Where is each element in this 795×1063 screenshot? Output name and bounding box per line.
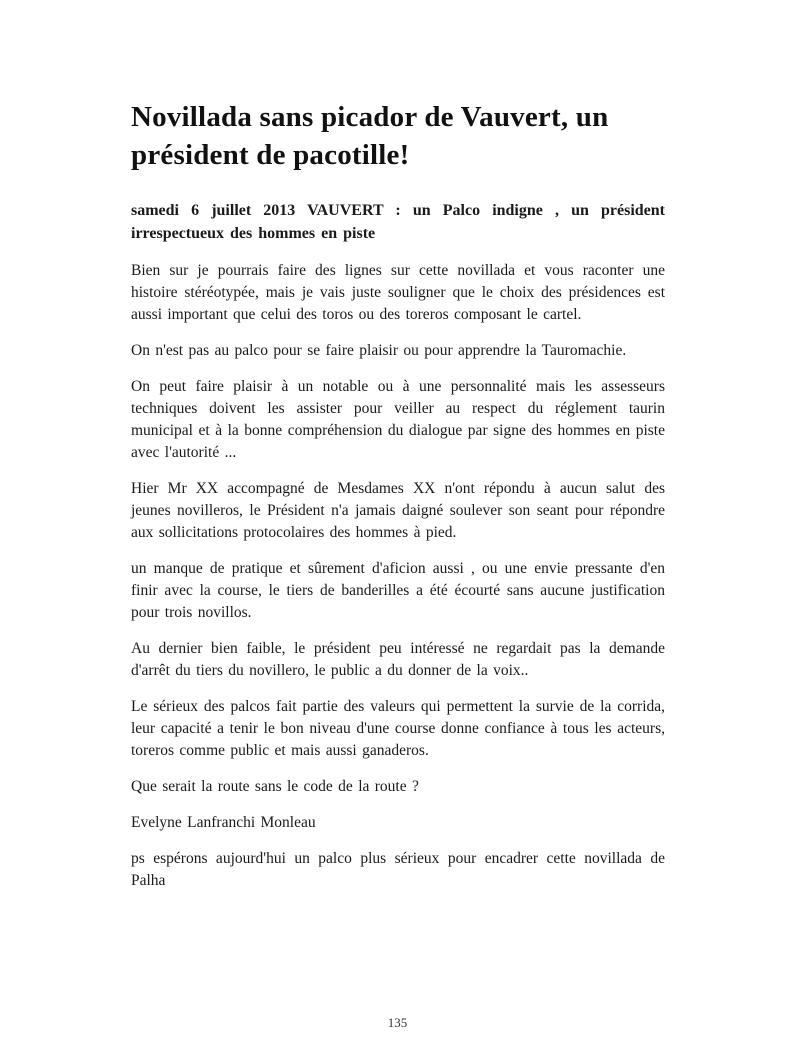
page-number: 135: [387, 1015, 408, 1030]
paragraph: Au dernier bien faible, le président peu intéressé ne regardait pas la demande d'arrêt du tiers du novillero, le public a du donner de la voix..: [131, 639, 665, 679]
article-title: Novillada sans picador de Vauvert, un président de pacotille!: [131, 101, 609, 172]
article-lead: samedi 6 juillet 2013 VAUVERT : un Palco indigne , un président irrespectueux des hommes en piste: [131, 201, 665, 242]
paragraph: On peut faire plaisir à un notable ou à une personnalité mais les assesseurs techniques doivent les assister pour veiller au respect du réglement taurin municipal et à la bonne compréhension du dialogue par signe des hommes en piste avec l'autorité ...: [131, 377, 665, 461]
article-body: [131, 260, 665, 892]
paragraph-postscript: ps espérons aujourd'hui un palco plus sérieux pour encadrer cette novillada de Palha: [131, 849, 665, 889]
paragraph: Que serait la route sans le code de la route ?: [131, 777, 419, 795]
paragraph: Hier Mr XX accompagné de Mesdames XX n'ont répondu à aucun salut des jeunes novilleros, le Président n'a jamais daigné soulever son seant pour répondre aux sollicitations protocolaires des hommes à pied.: [131, 479, 665, 541]
paragraph: Bien sur je pourrais faire des lignes sur cette novillada et vous raconter une histoire stéréotypée, mais je vais juste souligner que le choix des présidences est aussi important que celui des toros ou des toreros composant le cartel.: [131, 261, 665, 323]
paragraph: Le sérieux des palcos fait partie des valeurs qui permettent la survie de la corrida, leur capacité a tenir le bon niveau d'une course donne confiance à tous les acteurs, toreros comme public et mais aussi ganaderos.: [131, 697, 665, 759]
article-content: [131, 98, 665, 906]
paragraph: un manque de pratique et sûrement d'aficion aussi , ou une envie pressante d'en finir avec la course, le tiers de banderilles a été écourté sans aucune justification pour trois novillos.: [131, 559, 665, 621]
paragraph-signature: Evelyne Lanfranchi Monleau: [131, 813, 316, 831]
paragraph: On n'est pas au palco pour se faire plaisir ou pour apprendre la Tauromachie.: [131, 341, 627, 359]
